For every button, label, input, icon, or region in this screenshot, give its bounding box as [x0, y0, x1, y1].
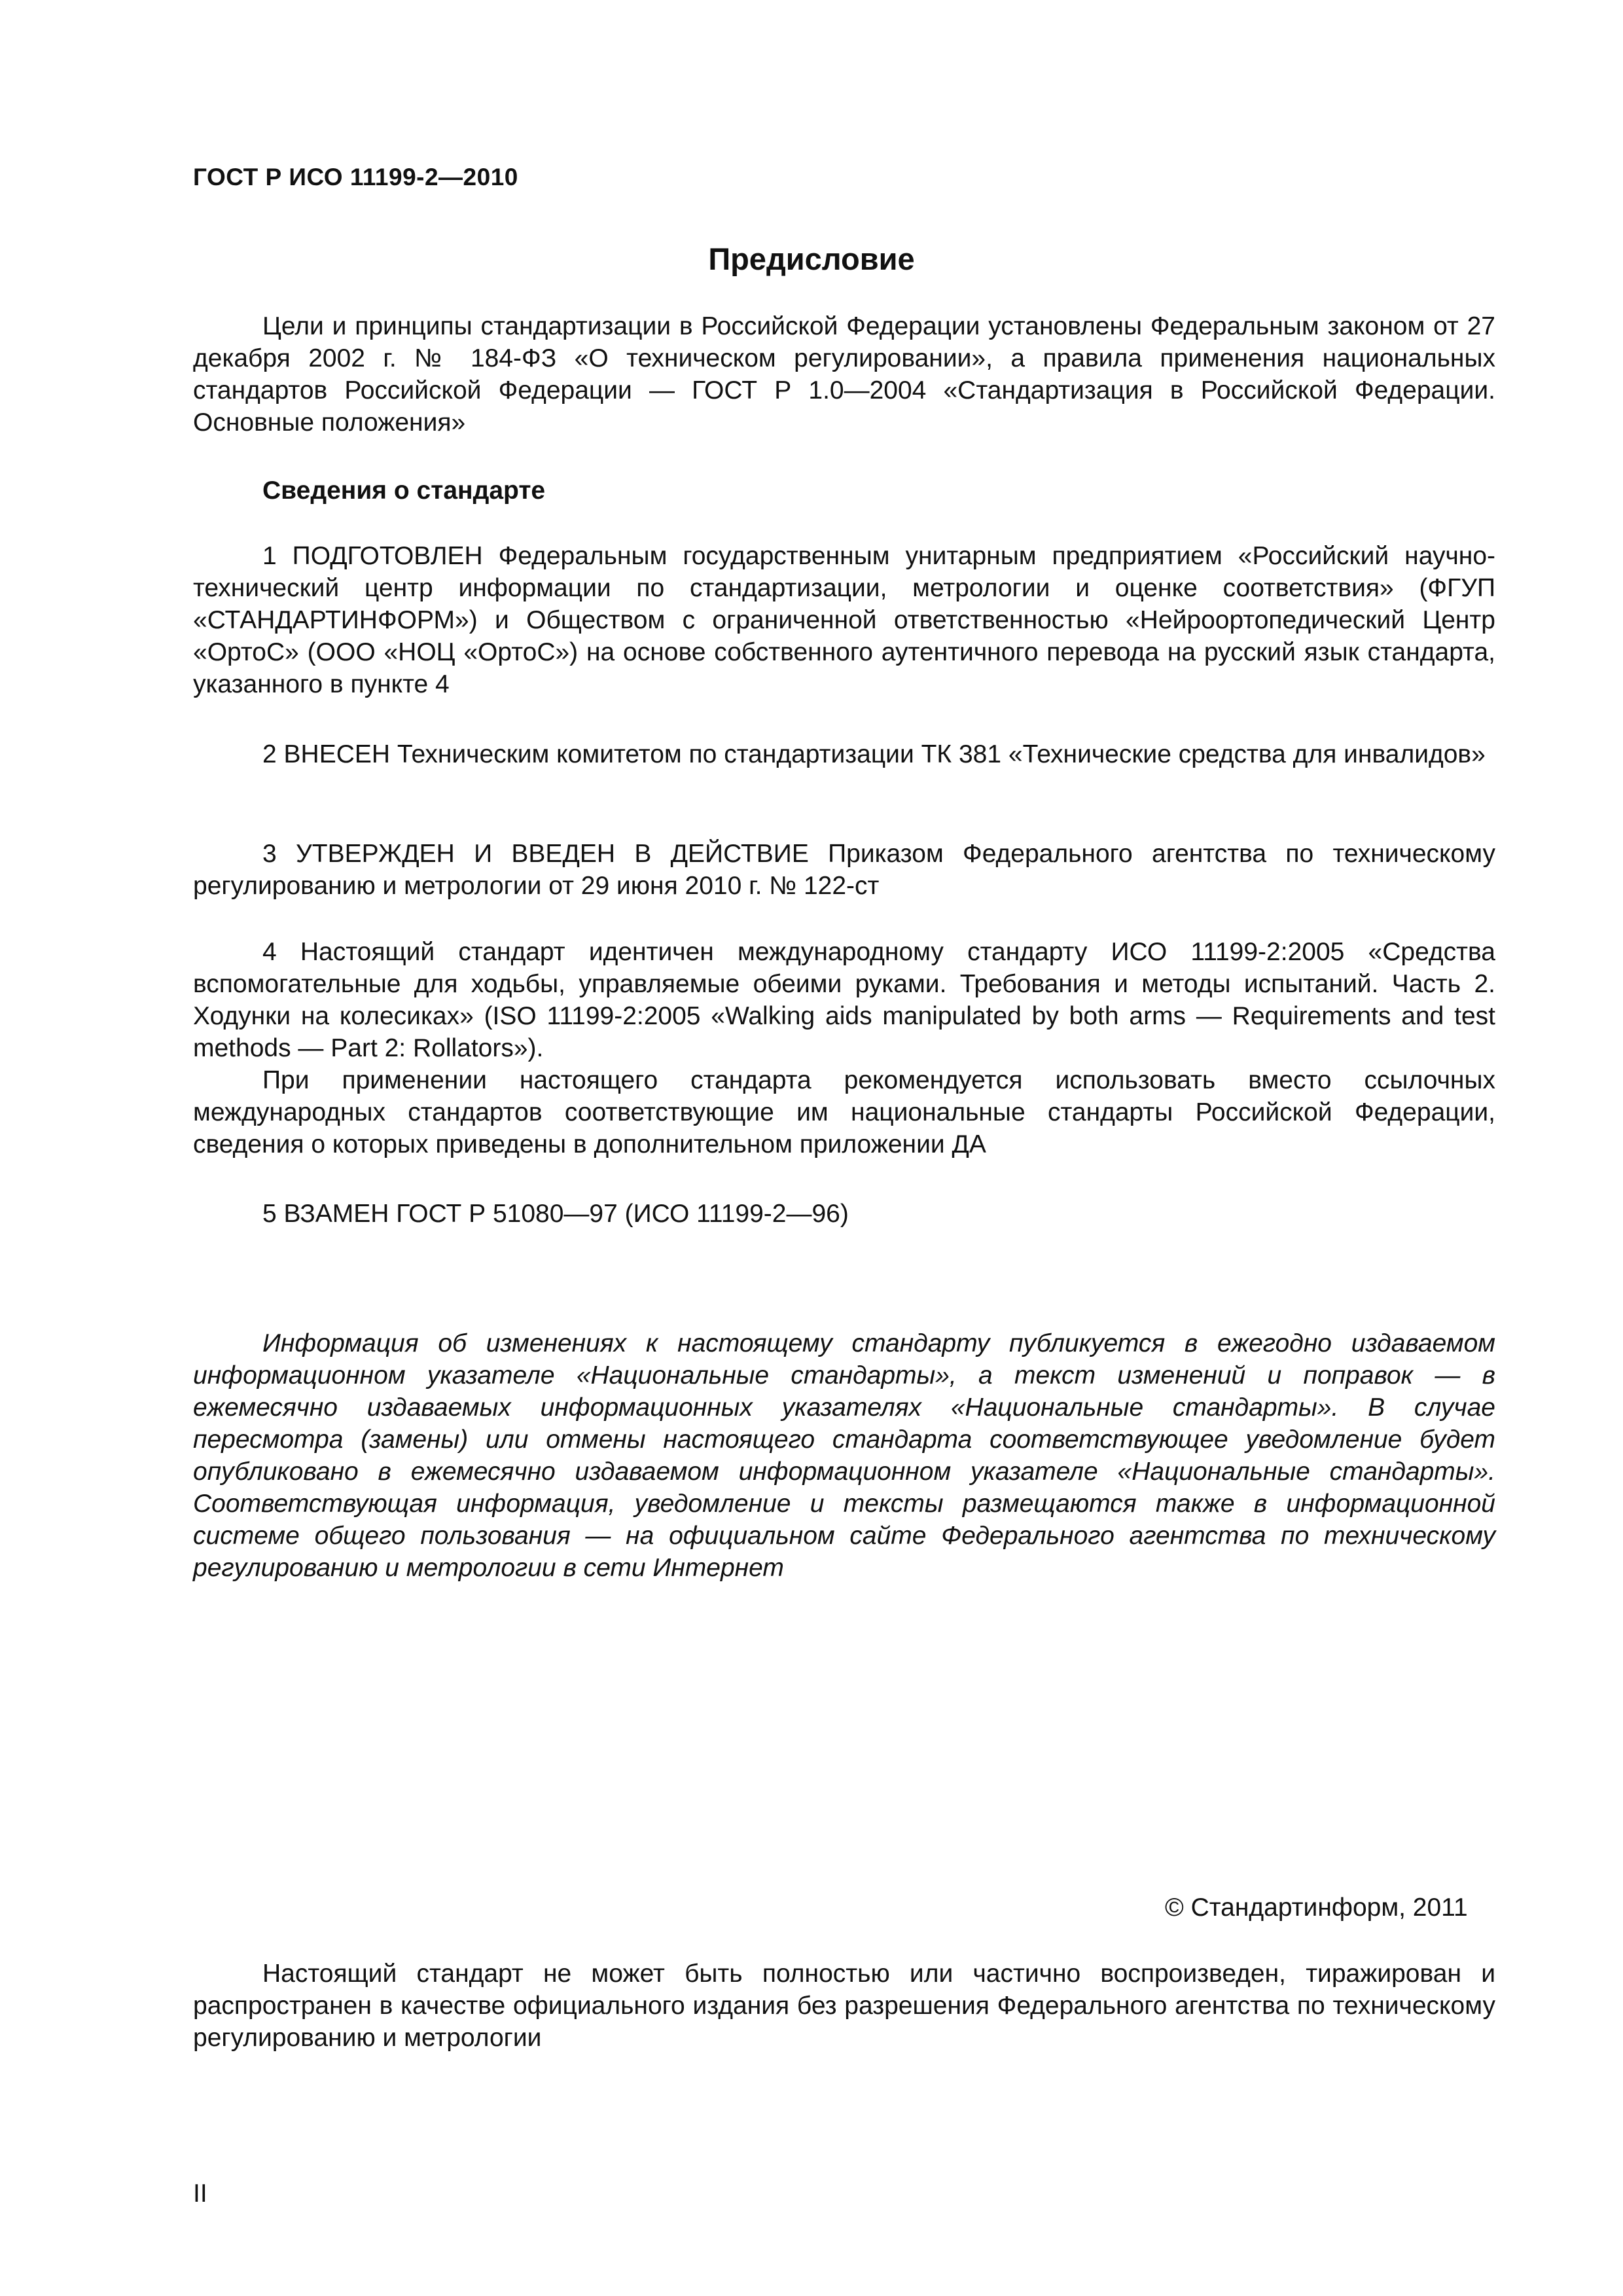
copyright-line: © Стандартинформ, 2011 [1165, 1893, 1468, 1922]
rights-paragraph: Настоящий стандарт не может быть полностью или частично воспроизведен, тиражирован и распространен в качестве официального издания без разрешения Федерального агентства по техническому регулированию и метрологии [193, 1960, 1495, 2052]
item-1-block [193, 540, 1495, 700]
item-3-block [193, 838, 1495, 902]
page-number: II [193, 2179, 207, 2208]
item-1: 1 ПОДГОТОВЛЕН Федеральным государственным унитарным предприятием «Российский научно-технический центр информации по стандартизации, метрологии и оценке соответствия» (ФГУП «СТАНДАРТИНФОРМ») и Обществом с ограниченной ответственностью «Нейроортопедический Центр «ОртоС» (ООО «НОЦ «ОртоС») на основе собственного аутентичного перевода на русский язык стандарта, указанного в пункте 4 [193, 542, 1495, 698]
notice-paragraph: Информация об изменениях к настоящему стандарту публикуется в ежегодно издаваемом информационном указателе «Национальные стандарты», а текст изменений и поправок — в ежемесячно издаваемых информационных указателях «Национальные стандарты». В случае пересмотра (замены) или отмены настоящего стандарта соответствующее уведомление будет опубликовано в ежемесячно издаваемом информационном указателе «Национальные стандарты». Соответствующая информация, уведомление и тексты размещаются также в информационной системе общего пользования — на официальном сайте Федерального агентства по техническому регулированию и метрологии в сети Интернет [193, 1329, 1495, 1582]
item-2: 2 ВНЕСЕН Техническим комитетом по стандартизации ТК 381 «Технические средства для инвалидов» [262, 740, 1486, 768]
item-4: 4 Настоящий стандарт идентичен международному стандарту ИСО 11199-2:2005 «Средства вспомогательные для ходьбы, управляемые обеими руками. Требования и методы испытаний. Часть 2. Ходунки на колесиках» (ISO 11199-2:2005 «Walking aids manipulated by both arms — Requirements and test methods — Part 2: Rollators»). [193, 938, 1495, 1062]
item-5-block [193, 1198, 1495, 1230]
item-4-note: При применении настоящего стандарта рекомендуется использовать вместо ссылочных международных стандартов соответствующие им национальные стандарты Российской Федерации, сведения о которых приведены в дополнительном приложении ДА [193, 1066, 1495, 1158]
item-3: 3 УТВЕРЖДЕН И ВВЕДЕН В ДЕЙСТВИЕ Приказом Федерального агентства по техническому регулированию и метрологии от 29 июня 2010 г. № 122-ст [193, 840, 1495, 900]
item-2-block [193, 738, 1495, 770]
intro-paragraph-block [193, 310, 1495, 439]
intro-paragraph: Цели и принципы стандартизации в Российской Федерации установлены Федеральным законом от 27 декабря 2002 г. № 184-ФЗ «О техническом регулировании», а правила применения национальных стандартов Российской Федерации — ГОСТ Р 1.0—2004 «Стандартизация в Российской Федерации. Основные положения» [193, 312, 1495, 437]
standard-code-header: ГОСТ Р ИСО 11199-2—2010 [193, 164, 518, 190]
rights-block [193, 1958, 1495, 2054]
section-subheading: Сведения о стандарте [262, 476, 546, 505]
notice-block [193, 1327, 1495, 1584]
item-5: 5 ВЗАМЕН ГОСТ Р 51080—97 (ИСО 11199-2—96) [262, 1200, 849, 1228]
item-4-block [193, 936, 1495, 1160]
page-title: Предисловие [708, 242, 915, 276]
